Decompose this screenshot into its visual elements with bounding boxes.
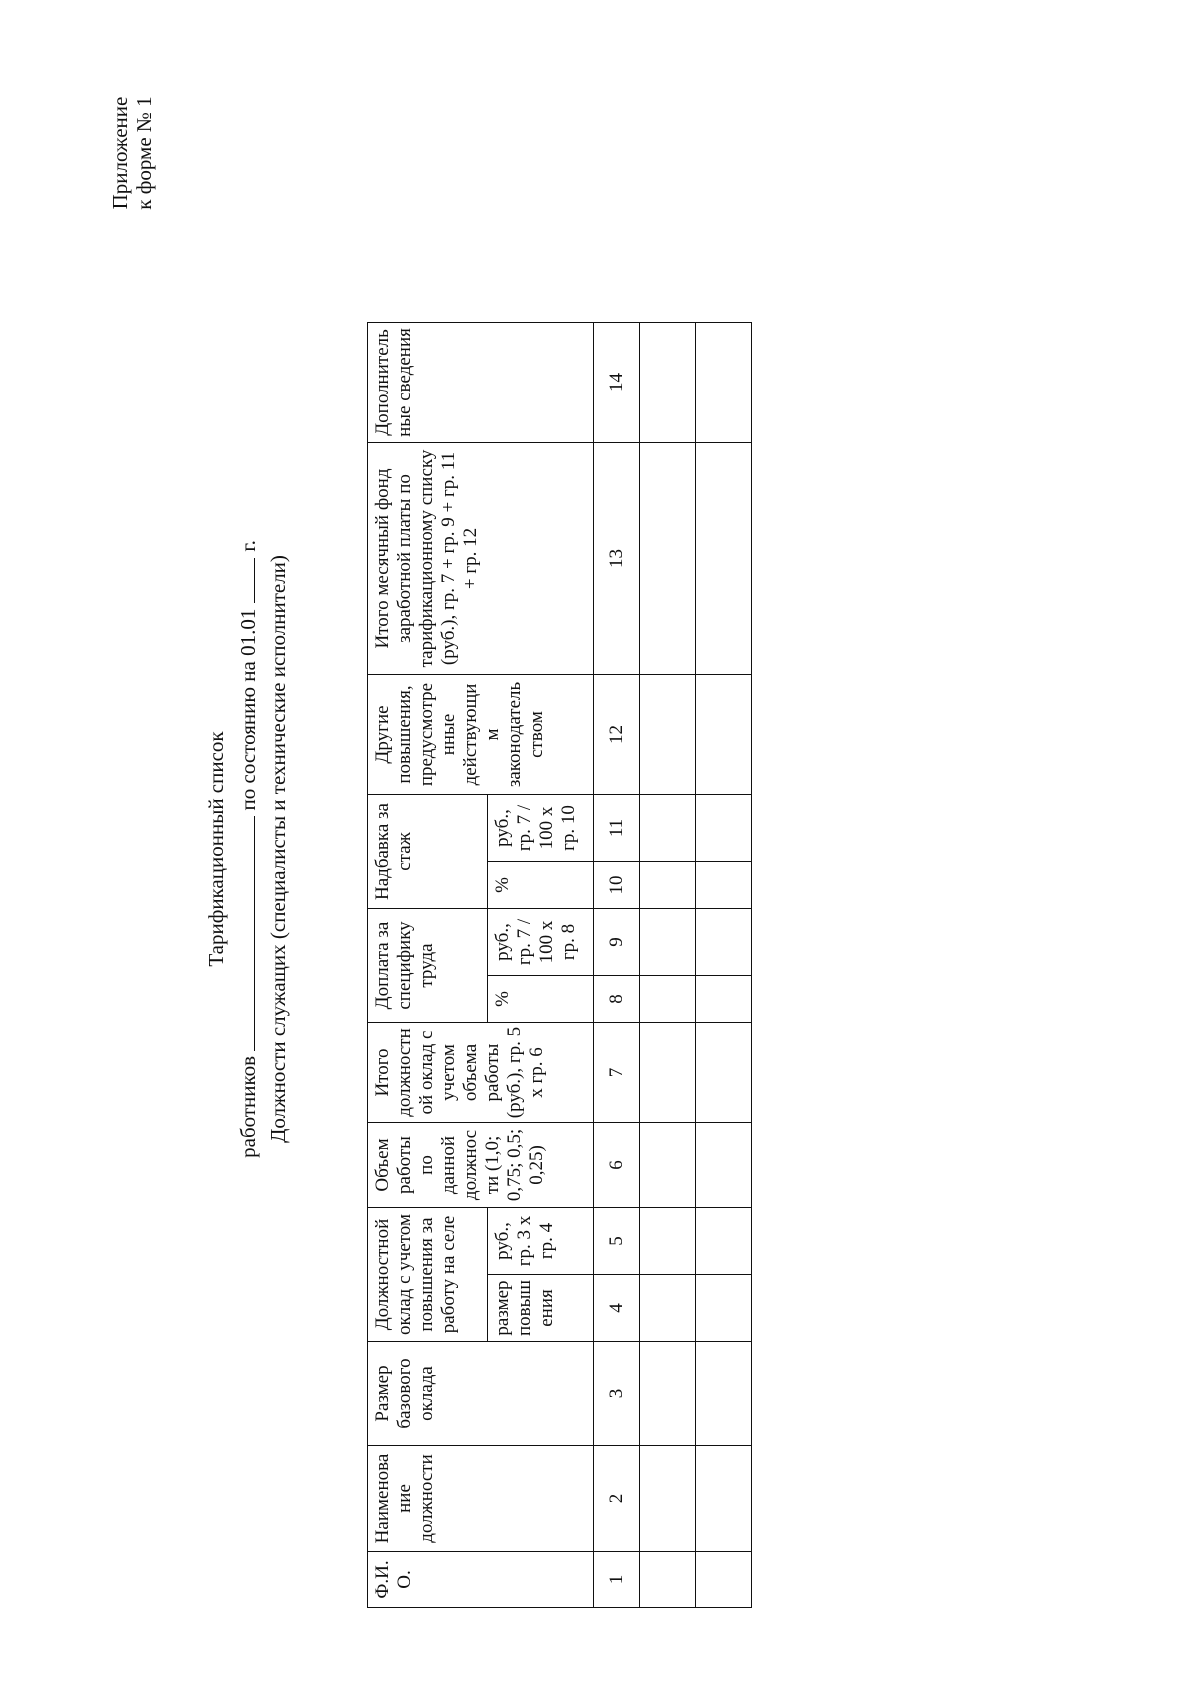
table-cell [696,909,752,976]
table-cell [640,675,696,795]
column-number: 11 [594,795,640,862]
header-work-volume: Объем работы по данной должности (1,0; 0,75; 0,5; 0,25) [368,1123,594,1208]
subtitle-suffix: г. [236,540,260,552]
table-row [696,323,752,1608]
table-cell [640,1275,696,1342]
document-title: Тарификационный список [204,731,228,967]
table-cell [640,976,696,1023]
column-number: 12 [594,675,640,795]
table-row [640,323,696,1608]
table-cell [640,1123,696,1208]
table-cell [696,1023,752,1123]
column-number: 10 [594,862,640,909]
table-cell [696,1275,752,1342]
column-number: 8 [594,976,640,1023]
table-cell [640,1446,696,1552]
table-cell [696,1342,752,1446]
table-cell [696,1123,752,1208]
header-salary-rural: Должностной оклад с учетом повышения за работу на селе [368,1208,488,1342]
table-cell [696,675,752,795]
column-number: 13 [594,443,640,675]
table-cell [640,1342,696,1446]
table-cell [640,443,696,675]
column-number: 9 [594,909,640,976]
subtitle-prefix: работников [236,1055,260,1158]
table-cell [696,443,752,675]
header-monthly-fund: Итого месячный фонд заработной платы по тарификационному списку (руб.), гр. 7 + гр. 9 + гр. 11 + гр. 12 [368,443,594,675]
header-base-salary: Размер базового оклада [368,1342,594,1446]
header-specific-pct: % [488,976,594,1023]
header-rural-size: размер повышения [488,1275,594,1342]
header-seniority-rub: руб., гр. 7 / 100 x гр. 10 [488,795,594,862]
header-fio: Ф.И.О. [368,1552,594,1608]
appendix-line-1: Приложение [108,96,132,210]
header-seniority-bonus: Надбавка за стаж [368,795,488,909]
column-number: 6 [594,1123,640,1208]
table-cell [696,976,752,1023]
table-cell [696,862,752,909]
column-number: 2 [594,1446,640,1552]
column-numbers-row [594,323,640,1608]
table-cell [640,909,696,976]
column-number: 4 [594,1275,640,1342]
appendix-line-2: к форме № 1 [132,96,156,210]
table-cell [696,795,752,862]
header-seniority-pct: % [488,862,594,909]
table-cell [640,1023,696,1123]
header-other-increases: Другие повышения, предусмотренные действующим законодательством [368,675,594,795]
table-cell [640,1552,696,1608]
table-cell [696,1446,752,1552]
column-number: 7 [594,1023,640,1123]
organization-blank [236,816,255,1051]
table-cell [640,862,696,909]
column-number: 5 [594,1208,640,1275]
header-total-salary: Итого должностной оклад с учетом объема работы (руб.), гр. 5 x гр. 6 [368,1023,594,1123]
year-blank [236,558,255,603]
header-row-1 [368,323,488,1608]
column-number: 1 [594,1552,640,1608]
header-additional-info: Дополнительные сведения [368,323,594,443]
document-subtitle [236,0,260,1698]
position-category: Должности служащих (специалисты и технические исполнители) [266,555,290,1143]
table-cell [640,323,696,443]
subtitle-middle: по состоянию на 01.01 [236,608,260,811]
header-rural-rub: руб., гр. 3 x гр. 4 [488,1208,594,1275]
column-number: 3 [594,1342,640,1446]
header-specific-rub: руб., гр. 7 / 100 x гр. 8 [488,909,594,976]
appendix-note [108,63,156,243]
tariff-table [367,322,752,1608]
table-cell [696,323,752,443]
table-cell [640,1208,696,1275]
header-position-name: Наименование должности [368,1446,594,1552]
table-cell [640,795,696,862]
table-cell [696,1552,752,1608]
table-cell [696,1208,752,1275]
header-specific-bonus: Доплата за специфику труда [368,909,488,1023]
column-number: 14 [594,323,640,443]
